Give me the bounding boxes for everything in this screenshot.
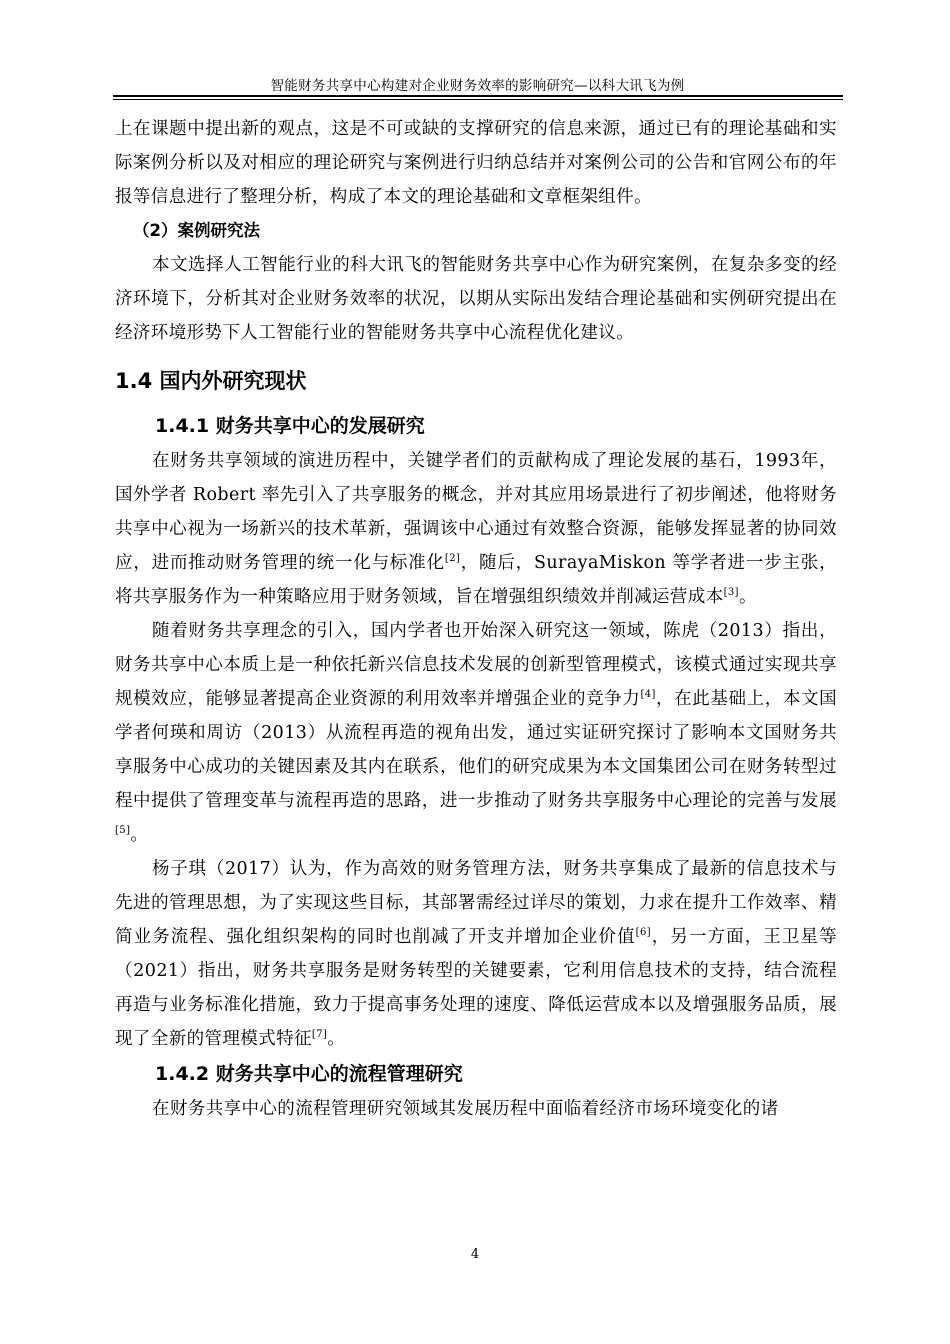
page-number: 4 xyxy=(470,1247,480,1262)
citation-2[interactable]: [2] xyxy=(444,553,461,565)
citation-3[interactable]: [3] xyxy=(723,587,739,599)
citation-4[interactable]: [4] xyxy=(640,689,656,701)
paragraph-2: 随着财务共享理念的引入，国内学者也开始深入研究这一领域，陈虎（2013）指出，财务共享中心本质上是一种依托新兴信息技术发展的创新型管理模式，该模式通过实现共享规模效应，能够显著提高企业资源的利用效率并增强企业的竞争力[4]，在此基础上，本文国学者何瑛和周访（2013）从流程再造的视角出发，通过实证研究探讨了影响本文国财务共享服务中心成功的关键因素及其内在联系，他们的研究成果为本文国集团公司在财务转型过程中提供了管理变革与流程再造的思路，进一步推动了财务共享服务中心理论的完善与发展[5]。 xyxy=(115,621,837,845)
subsection-heading-2: 1.4.2 财务共享中心的流程管理研究 xyxy=(155,1063,463,1085)
citation-7[interactable]: [7] xyxy=(311,1029,328,1041)
subsection-heading-1: 1.4.1 财务共享中心的发展研究 xyxy=(155,415,425,437)
running-header: 智能财务共享中心构建对企业财务效率的影响研究—以科大讯飞为例 xyxy=(270,78,685,94)
paragraph-continued: 上在课题中提出新的观点，这是不可或缺的支撑研究的信息来源，通过已有的理论基础和实际案例分析以及对相应的理论研究与案例进行归纳总结并对案例公司的公告和官网公布的年报等信息进行了整理分析，构成了本文的理论基础和文章框架组件。 xyxy=(115,119,837,207)
citation-6[interactable]: [6] xyxy=(635,927,652,939)
paragraph-3: 杨子琪（2017）认为，作为高效的财务管理方法，财务共享集成了最新的信息技术与先进的管理思想，为了实现这些目标，其部署需经过详尽的策划，力求在提升工作效率、精简业务流程、强化组织架构的同时也削减了开支并增加企业价值[6]，另一方面，王卫星等（2021）指出，财务共享服务是财务转型的关键要素，它利用信息技术的支持，结合流程再造与业务标准化措施，致力于提高事务处理的速度、降低运营成本以及增强服务品质，展现了全新的管理模式特征[7]。 xyxy=(115,859,837,1049)
paragraph-4: 在财务共享中心的流程管理研究领域其发展历程中面临着经济市场环境变化的诸 xyxy=(152,1099,779,1119)
page-body xyxy=(115,112,837,1126)
paragraph-case-study: 本文选择人工智能行业的科大讯飞的智能财务共享中心作为研究案例，在复杂多变的经济环境下，分析其对企业财务效率的状况，以期从实际出发结合理论基础和实例研究提出在经济环境形势下人工智能行业的智能财务共享中心流程优化建议。 xyxy=(115,255,837,343)
citation-5[interactable]: [5] xyxy=(115,825,131,837)
header-rule-thin xyxy=(113,99,843,100)
section-heading: 1.4 国内外研究现状 xyxy=(115,369,307,393)
paragraph-1: 在财务共享领域的演进历程中，关键学者们的贡献构成了理论发展的基石，1993年，国外学者 Robert 率先引入了共享服务的概念，并对其应用场景进行了初步阐述，他将财务共享中心视为一场新兴的技术革新，强调该中心通过有效整合资源，能够发挥显著的协同效应，进而推动财务管理的统一化与标准化[2]，随后，SurayaMiskon 等学者进一步主张，将共享服务作为一种策略应用于财务领域，旨在增强组织绩效并削减运营成本[3]。 xyxy=(115,451,837,607)
subheading-case-study-method: （2）案例研究法 xyxy=(133,221,260,240)
header-rule xyxy=(113,95,843,97)
